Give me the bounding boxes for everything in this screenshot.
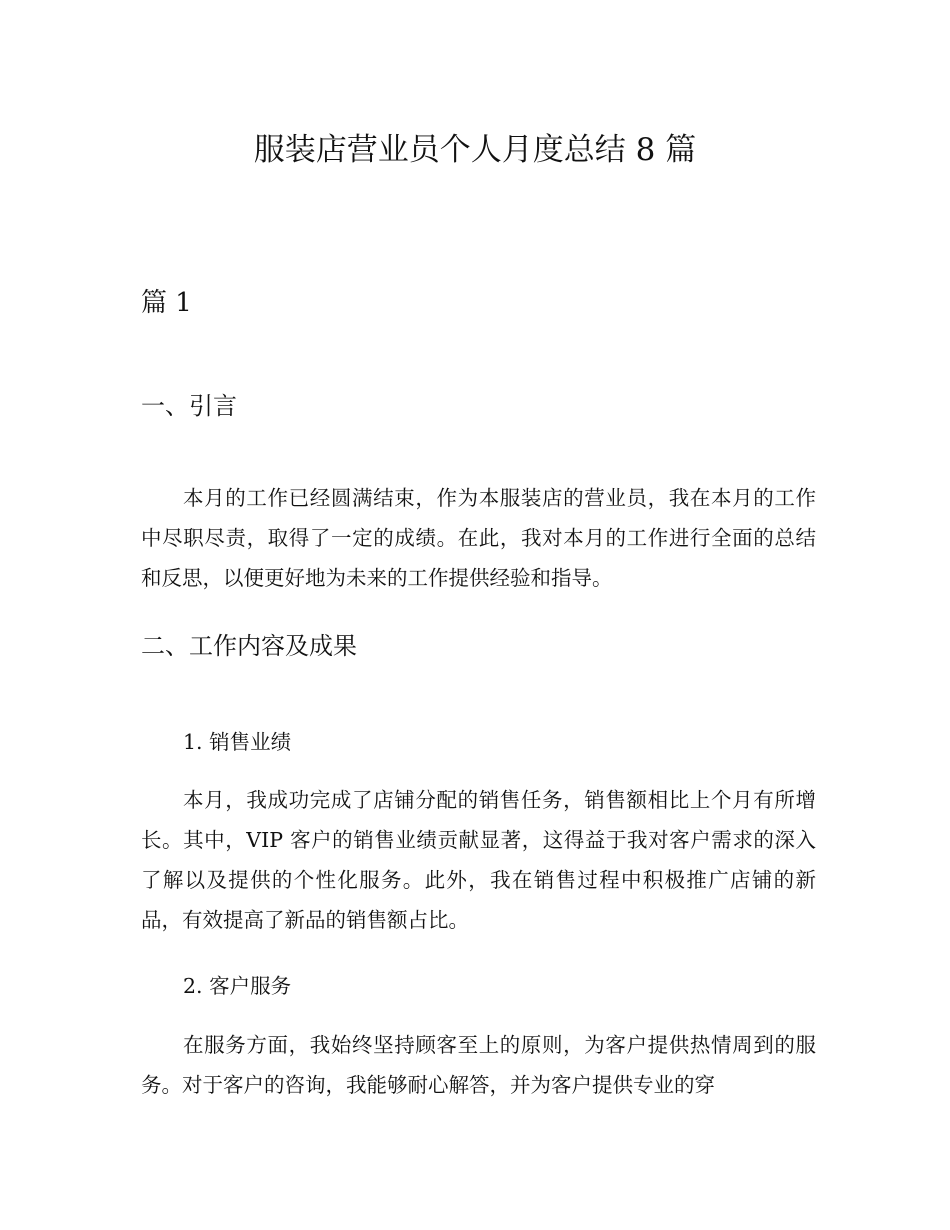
service-heading: 2. 客户服务 — [183, 974, 292, 998]
sales-heading: 1. 销售业绩 — [183, 730, 292, 754]
document-title: 服装店营业员个人月度总结 8 篇 — [253, 132, 697, 168]
sales-paragraph: 本月，我成功完成了店铺分配的销售任务，销售额相比上个月有所增长。其中，VIP 客户的销售业绩贡献显著，这得益于我对客户需求的深入了解以及提供的个性化服务。此外，我在销售过程中积极推广店铺的新品，有效提高了新品的销售额占比。 — [141, 788, 816, 932]
intro-paragraph: 本月的工作已经圆满结束，作为本服装店的营业员，我在本月的工作中尽职尽责，取得了一定的成绩。在此，我对本月的工作进行全面的总结和反思，以便更好地为未来的工作提供经验和指导。 — [141, 486, 816, 590]
work-heading: 二、工作内容及成果 — [141, 632, 357, 660]
service-paragraph: 在服务方面，我始终坚持顾客至上的原则，为客户提供热情周到的服务。对于客户的咨询，我能够耐心解答，并为客户提供专业的穿 — [141, 1033, 816, 1097]
intro-heading: 一、引言 — [141, 392, 237, 420]
part-heading: 篇 1 — [141, 288, 192, 318]
